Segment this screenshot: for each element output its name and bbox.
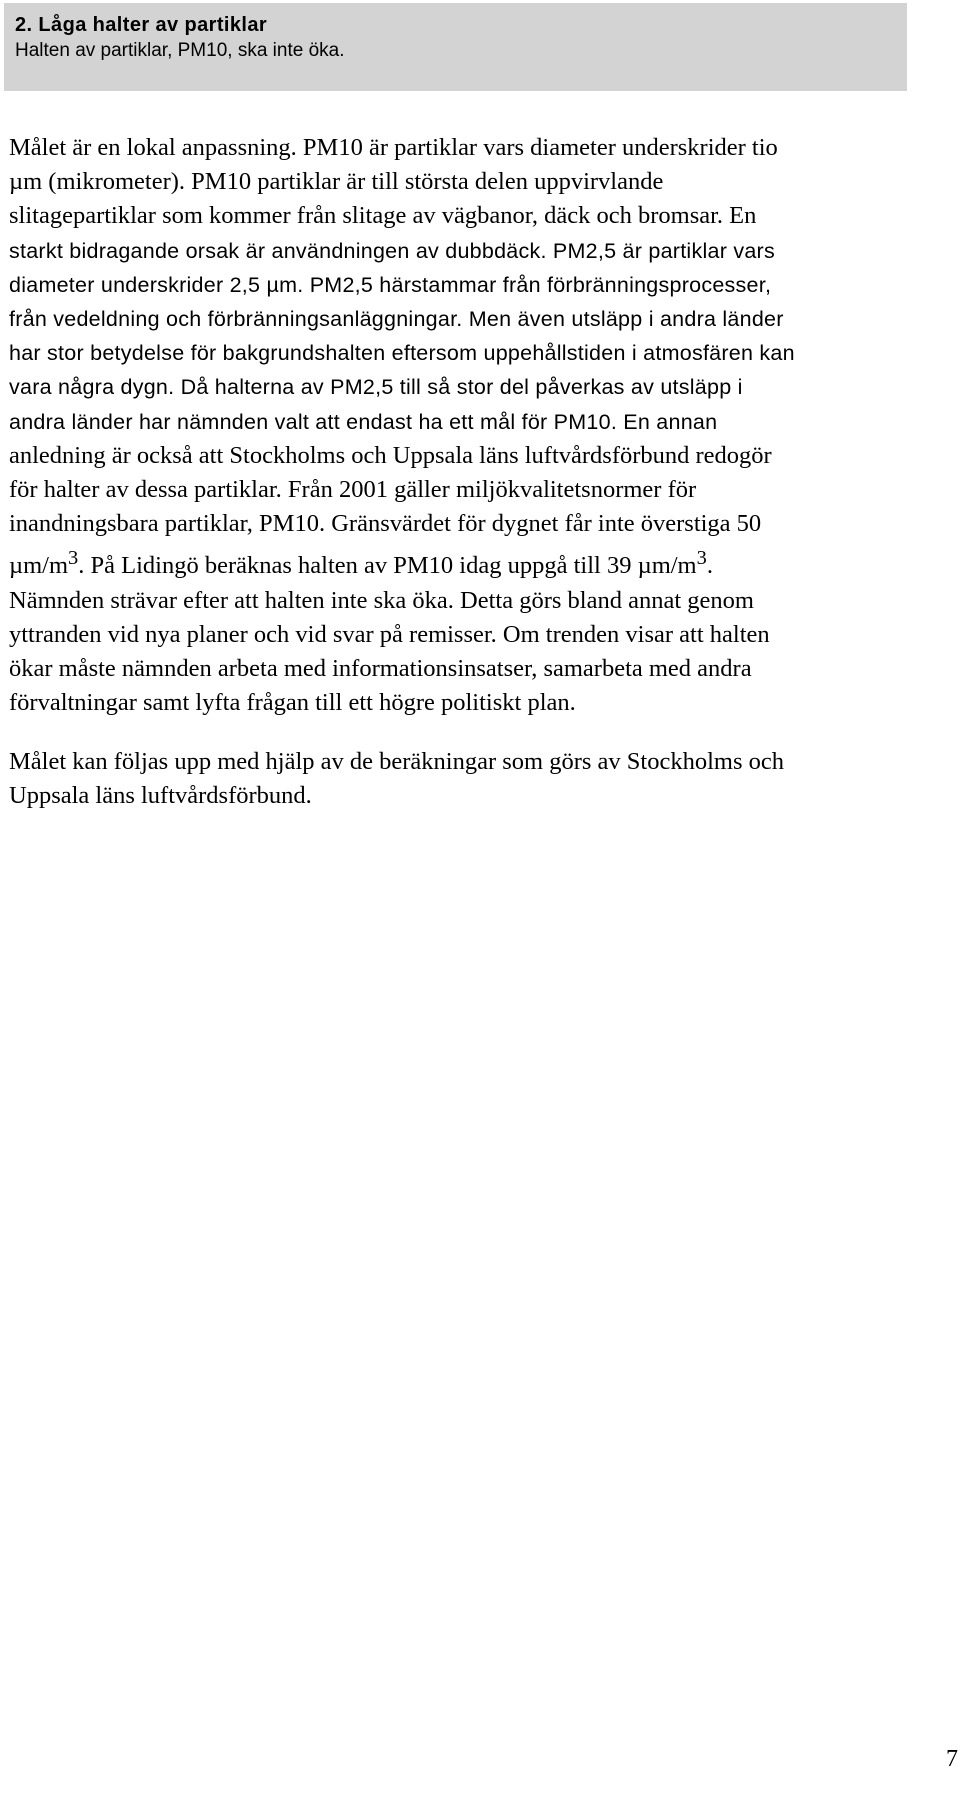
sentence-end: . xyxy=(706,552,713,580)
text-line: Uppsala läns luftvårdsförbund. xyxy=(9,782,312,810)
text-line: Målet kan följas upp med hjälp av de beräkningar som görs av Stockholms och xyxy=(9,748,784,775)
text-line: förvaltningar samt lyfta frågan till ett högre politiskt plan. xyxy=(9,689,576,717)
page-number: 7 xyxy=(946,1746,958,1772)
sentence-text: . På Lidingö beräknas halten av PM10 idag uppgå till 39 µm/m xyxy=(78,552,697,580)
body-paragraph-follow-up xyxy=(9,745,954,813)
text-line: vara några dygn. Då halterna av PM2,5 till så stor del påverkas av utsläpp i xyxy=(9,375,743,400)
text-line: starkt bidragande orsak är användningen av dubbdäck. PM2,5 är partiklar vars xyxy=(9,238,775,263)
section-subtitle: Halten av partiklar, PM10, ska inte öka. xyxy=(15,40,345,61)
text-line: Nämnden strävar efter att halten inte ska öka. Detta görs bland annat genom xyxy=(9,586,754,614)
unit-text: µm/m xyxy=(9,552,69,580)
text-line: anledning är också att Stockholms och Uppsala läns luftvårdsförbund redogör xyxy=(9,441,772,469)
superscript: 3 xyxy=(696,547,707,570)
text-line: andra länder har nämnden valt att endast ha ett mål för PM10. En annan xyxy=(9,409,718,434)
text-line: diameter underskrider 2,5 µm. PM2,5 härstammar från förbränningsprocesser, xyxy=(9,272,772,297)
section-heading-box xyxy=(4,3,907,91)
text-line: slitagepartiklar som kommer från slitage av vägbanor, däck och bromsar. En xyxy=(9,202,757,230)
superscript: 3 xyxy=(68,547,79,570)
section-title: 2. Låga halter av partiklar xyxy=(15,14,268,36)
text-line: inandningsbara partiklar, PM10. Gränsvärdet för dygnet får inte överstiga 50 xyxy=(9,510,762,538)
text-line-with-superscripts xyxy=(9,541,954,583)
text-line: Målet är en lokal anpassning. PM10 är partiklar vars diameter underskrider tio xyxy=(9,134,778,161)
text-line: har stor betydelse för bakgrundshalten eftersom uppehållstiden i atmosfären kan xyxy=(9,341,795,366)
text-line: yttranden vid nya planer och vid svar på remisser. Om trenden visar att halten xyxy=(9,621,770,648)
text-line: för halter av dessa partiklar. Från 2001 gäller miljökvalitetsnormer för xyxy=(9,476,697,504)
text-line: µm (mikrometer). PM10 partiklar är till största delen uppvirvlande xyxy=(9,168,664,196)
text-line: från vedeldning och förbränningsanläggningar. Men även utsläpp i andra länder xyxy=(9,307,784,332)
body-paragraph-goal xyxy=(9,131,954,721)
text-line: ökar måste nämnden arbeta med informationsinsatser, samarbeta med andra xyxy=(9,655,752,683)
